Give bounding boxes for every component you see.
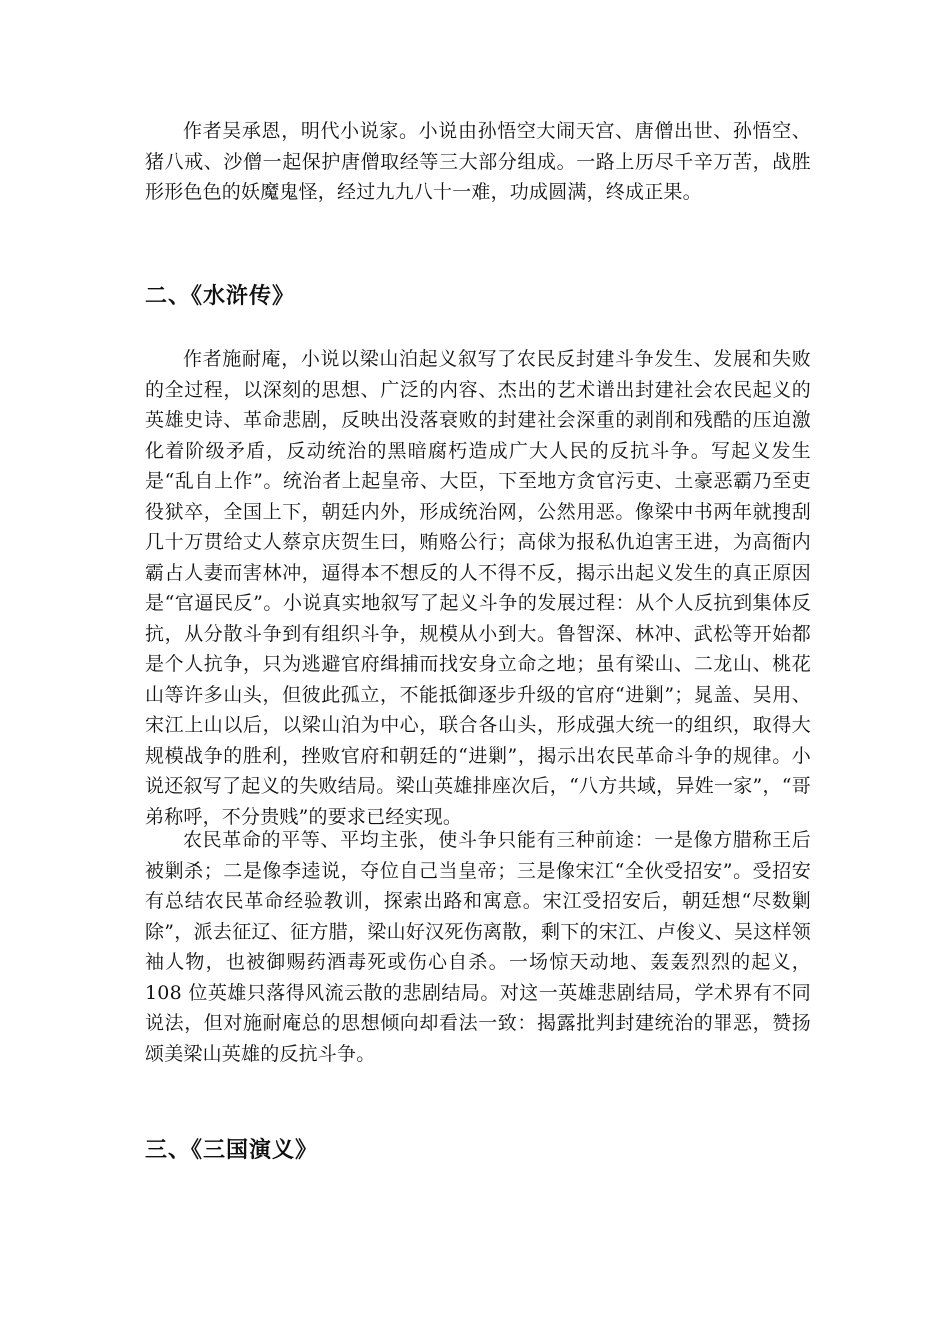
section-heading-shuihu: 二、《水浒传》 xyxy=(145,284,296,309)
paragraph-shuihu-1: 作者施耐庵，小说以梁山泊起义叙写了农民反封建斗争发生、发展和失败的全过程，以深刻的思想、广泛的内容、杰出的艺术谱出封建社会农民起义的英雄史诗、革命悲剧，反映出没落衰败的封建社会深重的剥削和残酷的压迫激化着阶级矛盾，反动统治的黑暗腐朽造成广大人民的反抗斗争。写起义发生是“乱自上作”。统治者上起皇帝、大臣，下至地方贪官污吏、土豪恶霸乃至吏役狱卒，全国上下，朝廷内外，形成统治网，公然用恶。像梁中书两年就搜刮几十万贯给丈人蔡京庆贺生曰，贿赂公行；高俅为报私仇迫害王进，为高衙内霸占人妻而害林冲，逼得本不想反的人不得不反，揭示出起义发生的真正原因是“官逼民反”。小说真实地叙写了起义斗争的发展过程：从个人反抗到集体反抗，从分散斗争到有组织斗争，规模从小到大。鲁智深、林冲、武松等开始都是个人抗争，只为逃避官府缉捕而找安身立命之地；虽有梁山、二龙山、桃花山等许多山头，但彼此孤立，不能抵御逐步升级的官府“进剿”；晁盖、吴用、宋江上山以后，以梁山泊为中心，联合各山头，形成强大统一的组织，取得大规模战争的胜利，挫败官府和朝廷的“进剿”，揭示出农民革命斗争的规律。小说还叙写了起义的失败结局。梁山英雄排座次后，“八方共域，异姓一家”，“哥弟称呼，不分贵贱”的要求已经实现。 xyxy=(145,348,811,828)
paragraph-xiyouji: 作者吴承恩，明代小说家。小说由孙悟空大闹天宫、唐僧出世、孙悟空、猪八戒、沙僧一起保护唐僧取经等三大部分组成。一路上历尽千辛万苦，战胜形形色色的妖魔鬼怪，经过九九八十一难，功成圆满，终成正果。 xyxy=(145,120,811,203)
section-heading-sanguo: 三、《三国演义》 xyxy=(145,1138,319,1163)
paragraph-shuihu-2: 农民革命的平等、平均主张，使斗争只能有三种前途：一是像方腊称王后被剿杀；二是像李逵说，夺位自己当皇帝；三是像宋江“全伙受招安”。受招安有总结农民革命经验教训，探索出路和寓意。宋江受招安后，朝廷想“尽数剿除”，派去征辽、征方腊，梁山好汉死伤离散，剩下的宋江、卢俊义、吴这样领袖人物，也被御赐药酒毒死或伤心自杀。一场惊天动地、轰轰烈烈的起义，108 位英雄只落得风流云散的悲剧结局。对这一英雄悲剧结局，学术界有不同说法，但对施耐庵总的思想倾向却看法一致：揭露批判封建统治的罪恶，赞扬颂美梁山英雄的反抗斗争。 xyxy=(145,829,811,1065)
